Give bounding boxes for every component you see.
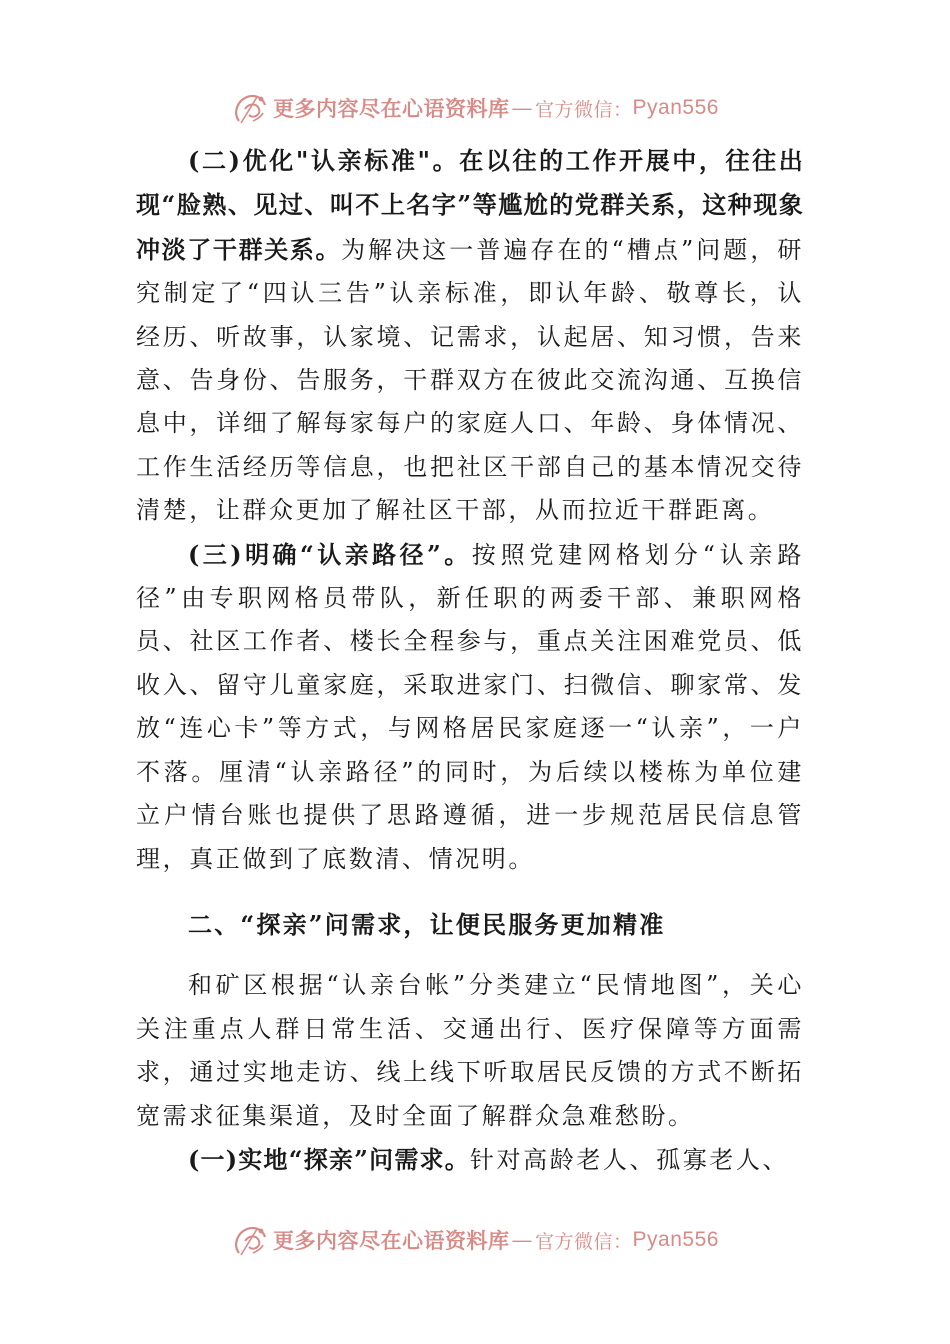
- logo-icon: [231, 91, 269, 125]
- watermark-brand: 更多内容尽在心语资料库: [273, 96, 510, 121]
- paragraph-body: 为解决这一普遍存在的“槽点”问题，研究制定了“四认三告”认亲标准，即认年龄、敬尊长，认经历、听故事，认家境、记需求，认起居、知习惯，告来意、告身份、告服务，干群双方在彼此交流沟通、互换信息中，详细了解每家每户的家庭人口、年龄、身体情况、工作生活经历等信息，也把社区干部自己的基本情况交待清楚，让群众更加了解社区干部，从而拉近干群距离。: [136, 235, 804, 525]
- paragraph-lead: (一)实地“探亲”问需求。: [188, 1144, 470, 1174]
- paragraph-body: 针对高龄老人、孤寡老人、: [469, 1145, 790, 1174]
- watermark-header: [0, 90, 950, 126]
- section-heading: 二、“探亲”问需求，让便民服务更加精准: [188, 909, 666, 939]
- paragraph-optimize-standard: [136, 139, 804, 533]
- paragraph-lead: (三)明确“认亲路径”。: [188, 539, 472, 569]
- watermark-id: Pyan556: [632, 96, 719, 119]
- paragraph-intro: 和矿区根据“认亲台帐”分类建立“民情地图”，关心关注重点人群日常生活、交通出行、医疗保障等方面需求，通过实地走访、线上线下听取居民反馈的方式不断拓宽需求征集渠道，及时全面了解群众急难愁盼。: [136, 971, 804, 1130]
- logo-icon: [231, 1223, 269, 1257]
- watermark-brand: 更多内容尽在心语资料库: [273, 1228, 510, 1253]
- paragraph-field-visit: [136, 1138, 804, 1182]
- paragraph-clarify-path: [136, 533, 804, 881]
- document-body: [136, 139, 804, 1182]
- paragraph-body: 按照党建网格划分“认亲路径”由专职网格员带队，新任职的两委干部、兼职网格员、社区工作者、楼长全程参与，重点关注困难党员、低收入、留守儿童家庭，采取进家门、扫微信、聊家常、发放“连心卡”等方式，与网格居民家庭逐一“认亲”，一户不落。厘清“认亲路径”的同时，为后续以楼栋为单位建立户情台账也提供了思路遵循，进一步规范居民信息管理，真正做到了底数清、情况明。: [136, 540, 804, 873]
- watermark-dash: —: [511, 96, 534, 120]
- watermark-footer: [0, 1222, 950, 1258]
- paragraph-lead: (二)优化"认亲标准"。在以往的工作开展中，往往出现“脸熟、见过、叫不上名字”等尴尬的党群关系，这种现象冲淡了干群关系。: [136, 146, 804, 264]
- watermark-dash: —: [511, 1228, 534, 1252]
- watermark-label: 官方微信：: [535, 1230, 633, 1253]
- watermark-label: 官方微信：: [535, 98, 633, 121]
- watermark-id: Pyan556: [632, 1228, 719, 1251]
